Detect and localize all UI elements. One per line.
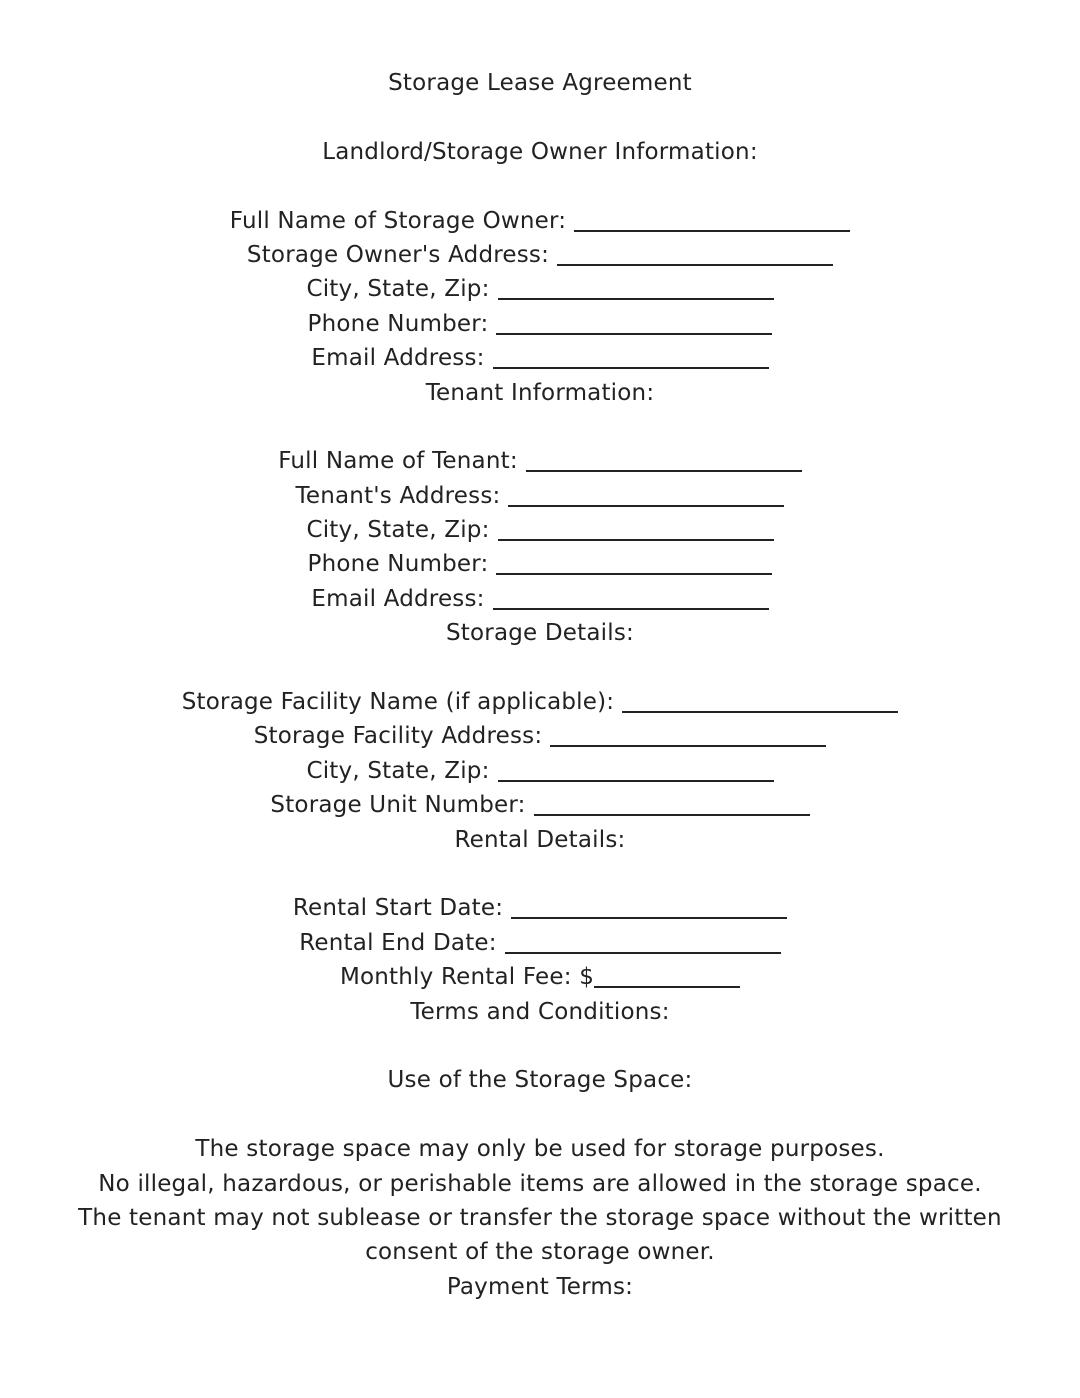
terms-subheading: Use of the Storage Space: — [387, 1067, 693, 1094]
field-tenant-name — [0, 444, 1080, 478]
fill-in-blank[interactable] — [498, 298, 774, 300]
landlord-heading: Landlord/Storage Owner Information: — [322, 138, 758, 165]
rental-heading: Rental Details: — [454, 826, 626, 853]
fill-in-blank[interactable] — [496, 333, 772, 335]
fill-in-blank[interactable] — [498, 539, 774, 541]
field-label: Rental End Date: — [299, 929, 497, 956]
field-owner-address — [0, 238, 1080, 272]
fill-in-blank[interactable] — [594, 986, 740, 988]
field-label: Monthly Rental Fee: — [339, 964, 572, 991]
spacer — [0, 169, 1080, 203]
fill-in-blank[interactable] — [508, 505, 784, 507]
fill-in-blank[interactable] — [526, 470, 802, 472]
spacer — [0, 1098, 1080, 1132]
spacer — [0, 857, 1080, 891]
fill-in-blank[interactable] — [505, 952, 781, 954]
field-label: Storage Unit Number: — [270, 792, 526, 819]
field-label: Email Address: — [311, 585, 485, 612]
field-owner-email — [0, 341, 1080, 375]
fill-in-blank[interactable] — [557, 264, 833, 266]
field-label: Full Name of Tenant: — [278, 448, 518, 475]
terms-line: consent of the storage owner. — [365, 1239, 715, 1266]
field-owner-city-state-zip — [0, 272, 1080, 306]
field-label: City, State, Zip: — [306, 517, 490, 544]
fill-in-blank[interactable] — [622, 711, 898, 713]
field-label: Email Address: — [311, 345, 485, 372]
spacer — [0, 100, 1080, 134]
field-rental-start — [0, 891, 1080, 925]
terms-line: The tenant may not sublease or transfer the storage space without the written — [78, 1204, 1002, 1231]
field-owner-name — [0, 204, 1080, 238]
field-label: Storage Facility Name (if applicable): — [181, 689, 615, 716]
terms-line: No illegal, hazardous, or perishable items are allowed in the storage space. — [98, 1170, 982, 1197]
field-label: Rental Start Date: — [292, 895, 504, 922]
document-title: Storage Lease Agreement — [388, 70, 692, 96]
field-facility-name — [0, 685, 1080, 719]
field-label: Tenant's Address: — [295, 482, 501, 509]
field-label: City, State, Zip: — [306, 757, 490, 784]
fill-in-blank[interactable] — [511, 917, 787, 919]
fill-in-blank[interactable] — [498, 780, 774, 782]
field-monthly-fee — [0, 960, 1080, 994]
field-label: Storage Facility Address: — [253, 723, 543, 750]
field-tenant-phone — [0, 547, 1080, 581]
field-facility-city-state-zip — [0, 754, 1080, 788]
payment-heading: Payment Terms: — [446, 1273, 634, 1300]
spacer — [0, 410, 1080, 444]
field-label: Full Name of Storage Owner: — [229, 207, 567, 234]
fill-in-blank[interactable] — [493, 608, 769, 610]
field-owner-phone — [0, 307, 1080, 341]
tenant-heading: Tenant Information: — [425, 379, 655, 406]
fill-in-blank[interactable] — [534, 814, 810, 816]
currency-symbol: $ — [579, 964, 595, 991]
storage-heading: Storage Details: — [446, 620, 634, 647]
spacer — [0, 1029, 1080, 1063]
field-label: Phone Number: — [307, 310, 489, 337]
field-rental-end — [0, 926, 1080, 960]
field-label: City, State, Zip: — [306, 276, 490, 303]
fill-in-blank[interactable] — [550, 745, 826, 747]
terms-heading: Terms and Conditions: — [410, 998, 670, 1025]
field-facility-address — [0, 719, 1080, 753]
field-label: Storage Owner's Address: — [246, 241, 550, 268]
field-tenant-email — [0, 582, 1080, 616]
field-label: Phone Number: — [307, 551, 489, 578]
spacer — [0, 651, 1080, 685]
terms-line: The storage space may only be used for storage purposes. — [195, 1136, 885, 1163]
fill-in-blank[interactable] — [496, 573, 772, 575]
fill-in-blank[interactable] — [493, 367, 769, 369]
field-tenant-city-state-zip — [0, 513, 1080, 547]
field-tenant-address — [0, 479, 1080, 513]
fill-in-blank[interactable] — [574, 230, 850, 232]
field-unit-number — [0, 788, 1080, 822]
